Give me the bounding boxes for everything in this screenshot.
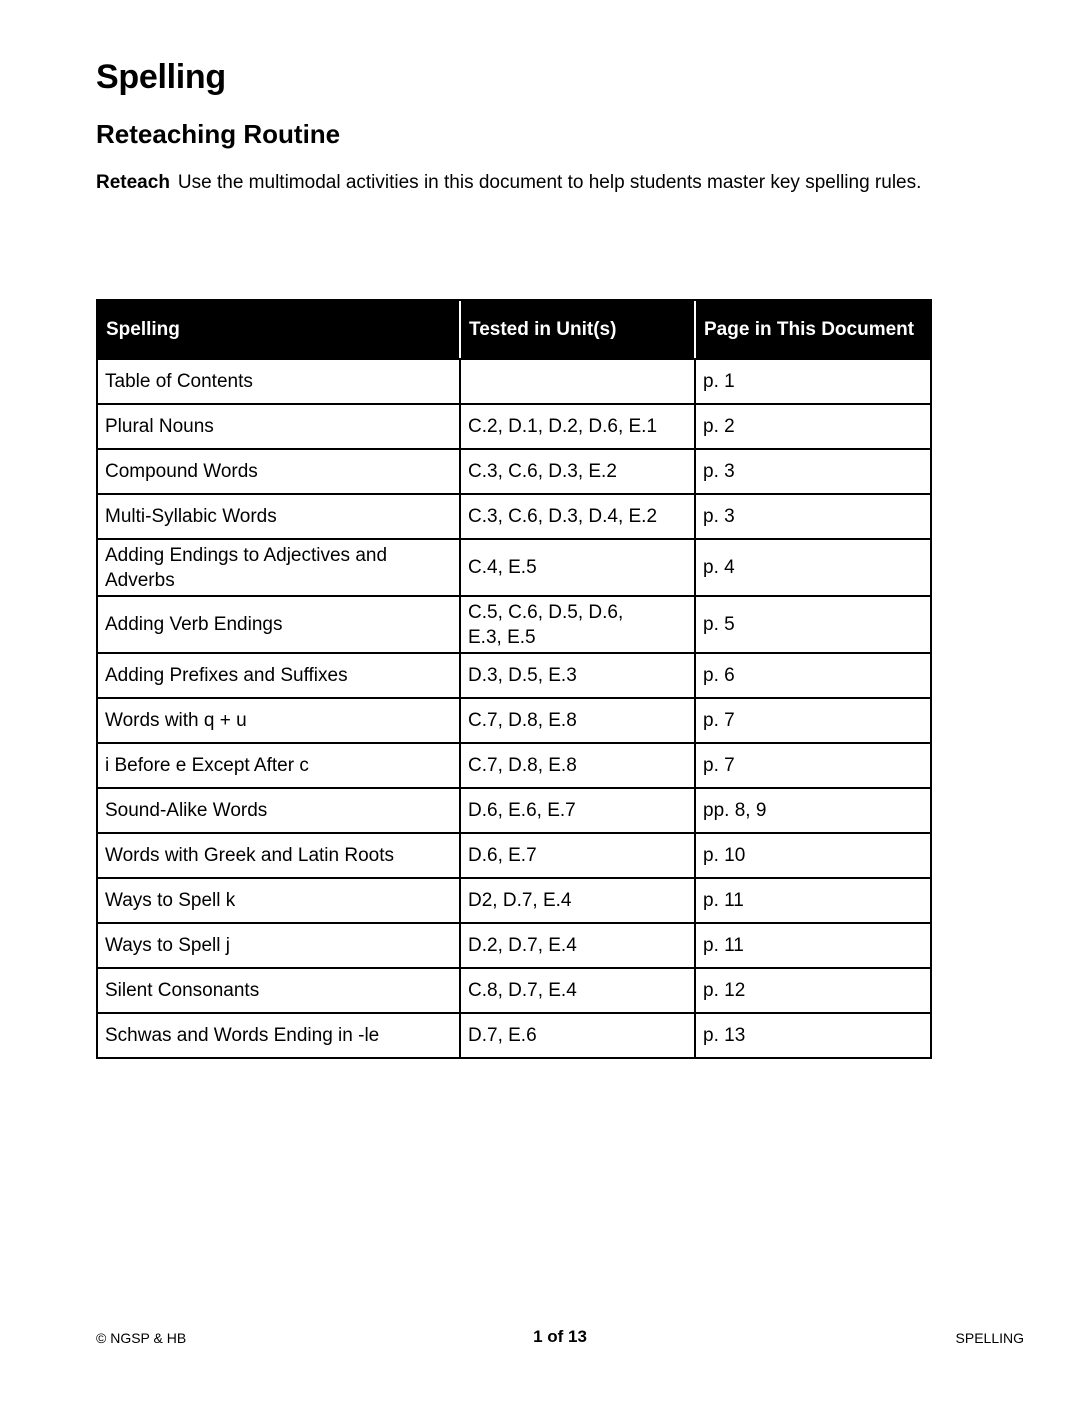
table-row [97, 359, 931, 404]
table-row [97, 653, 931, 698]
footer-page-number: 1 of 13 [533, 1327, 587, 1346]
cell-topic: Ways to Spell j [97, 923, 460, 968]
cell-topic: i Before e Except After c [97, 743, 460, 788]
cell-page: p. 4 [695, 539, 931, 596]
cell-units [460, 359, 695, 404]
cell-page: p. 10 [695, 833, 931, 878]
header-page: Page in This Document [695, 300, 931, 359]
cell-units: D.6, E.7 [460, 833, 695, 878]
cell-units: C.4, E.5 [460, 539, 695, 596]
cell-page: pp. 8, 9 [695, 788, 931, 833]
header-spelling: Spelling [97, 300, 460, 359]
cell-page: p. 13 [695, 1013, 931, 1058]
footer-section-label: SPELLING [955, 1330, 1024, 1346]
cell-units: D.3, D.5, E.3 [460, 653, 695, 698]
intro-paragraph [96, 170, 926, 196]
cell-units: C.2, D.1, D.2, D.6, E.1 [460, 404, 695, 449]
table-row [97, 1013, 931, 1058]
cell-topic: Silent Consonants [97, 968, 460, 1013]
cell-units: D.7, E.6 [460, 1013, 695, 1058]
cell-topic: Plural Nouns [97, 404, 460, 449]
cell-units: C.7, D.8, E.8 [460, 743, 695, 788]
table-row [97, 449, 931, 494]
footer-copyright: © NGSP & HB [96, 1330, 187, 1346]
cell-topic: Ways to Spell k [97, 878, 460, 923]
cell-topic: Multi-Syllabic Words [97, 494, 460, 539]
table-row [97, 698, 931, 743]
cell-page: p. 2 [695, 404, 931, 449]
cell-units: C.5, C.6, D.5, D.6, E.3, E.5 [460, 596, 695, 653]
table-row [97, 494, 931, 539]
table-row [97, 878, 931, 923]
table-row [97, 923, 931, 968]
table-row [97, 788, 931, 833]
cell-page: p. 7 [695, 698, 931, 743]
cell-topic: Words with q + u [97, 698, 460, 743]
table-row [97, 539, 931, 596]
cell-page: p. 1 [695, 359, 931, 404]
table-row [97, 404, 931, 449]
cell-topic: Sound-Alike Words [97, 788, 460, 833]
cell-units: D2, D.7, E.4 [460, 878, 695, 923]
cell-topic: Adding Prefixes and Suffixes [97, 653, 460, 698]
cell-units: C.7, D.8, E.8 [460, 698, 695, 743]
cell-page: p. 6 [695, 653, 931, 698]
cell-page: p. 3 [695, 494, 931, 539]
cell-page: p. 5 [695, 596, 931, 653]
cell-page: p. 11 [695, 878, 931, 923]
cell-topic: Words with Greek and Latin Roots [97, 833, 460, 878]
cell-units: D.2, D.7, E.4 [460, 923, 695, 968]
cell-topic: Table of Contents [97, 359, 460, 404]
cell-units: C.8, D.7, E.4 [460, 968, 695, 1013]
cell-topic: Compound Words [97, 449, 460, 494]
cell-units: D.6, E.6, E.7 [460, 788, 695, 833]
cell-page: p. 3 [695, 449, 931, 494]
cell-topic: Adding Endings to Adjectives and Adverbs [97, 539, 460, 596]
section-subtitle: Reteaching Routine [96, 119, 341, 149]
intro-lead: Reteach [96, 172, 170, 193]
table-row [97, 596, 931, 653]
table-row [97, 743, 931, 788]
cell-page: p. 12 [695, 968, 931, 1013]
cell-page: p. 11 [695, 923, 931, 968]
cell-topic: Schwas and Words Ending in -le [97, 1013, 460, 1058]
cell-topic: Adding Verb Endings [97, 596, 460, 653]
header-tested-units: Tested in Unit(s) [460, 300, 695, 359]
cell-page: p. 7 [695, 743, 931, 788]
table-row [97, 968, 931, 1013]
table-header-row [97, 300, 931, 359]
cell-units: C.3, C.6, D.3, D.4, E.2 [460, 494, 695, 539]
intro-text: Use the multimodal activities in this document to help students master key spelling rules. [177, 172, 922, 193]
contents-table [96, 299, 932, 1059]
table-row [97, 833, 931, 878]
cell-units: C.3, C.6, D.3, E.2 [460, 449, 695, 494]
page-title: Spelling [96, 58, 226, 96]
